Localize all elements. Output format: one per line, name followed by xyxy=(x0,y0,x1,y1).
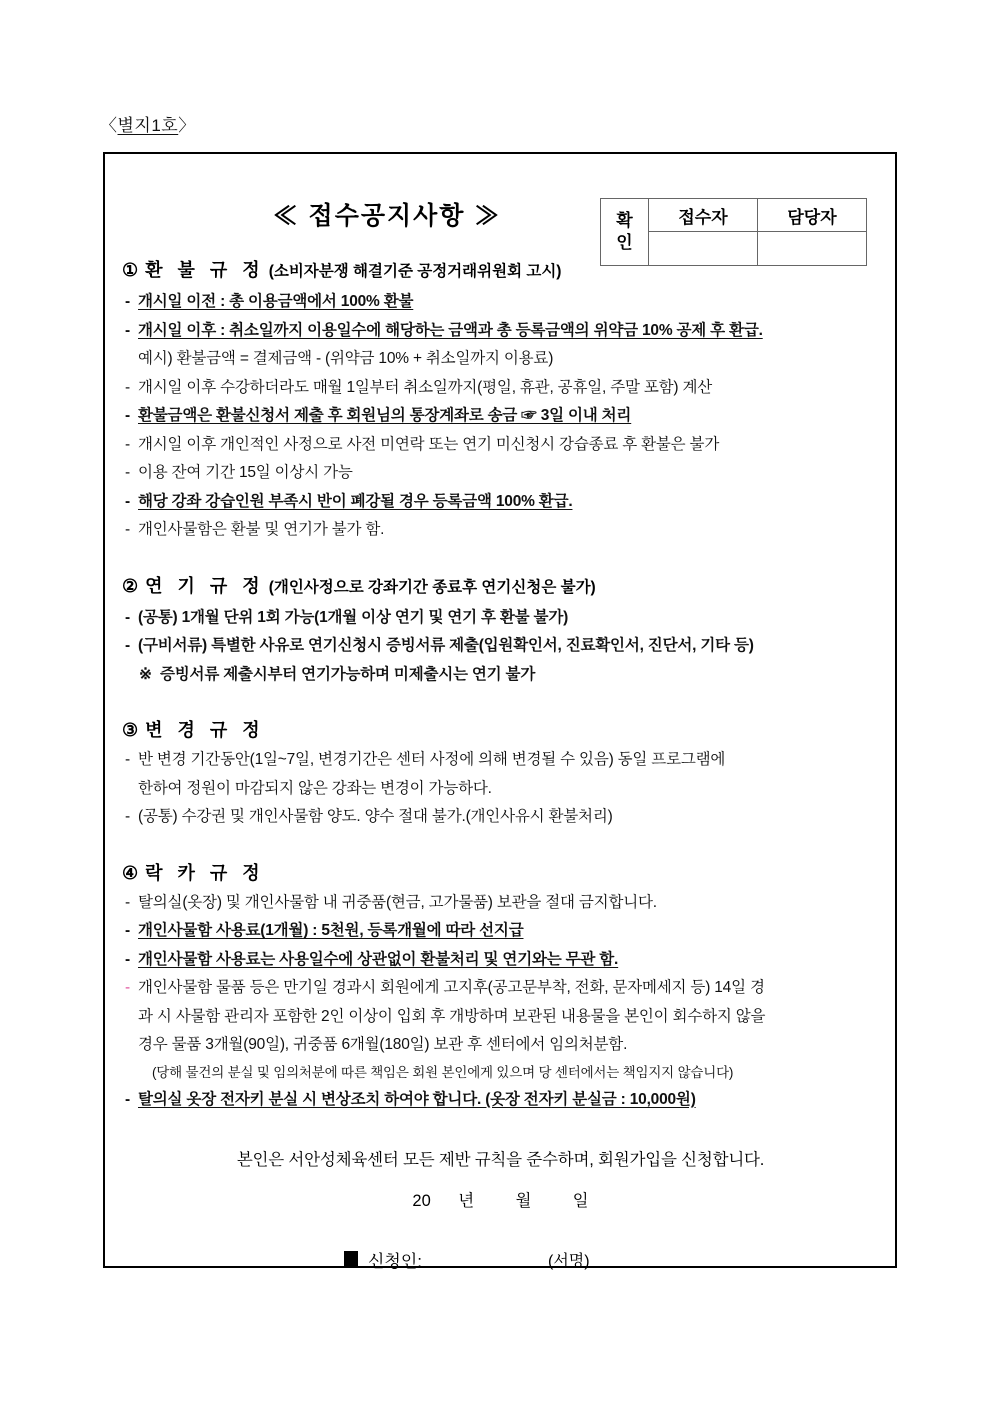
applicant-row xyxy=(344,1247,879,1272)
rule-item xyxy=(122,889,879,918)
item-marker: - xyxy=(125,751,131,768)
item-text: 개인사물함 물품 등은 만기일 경과시 회원에게 고지후(공고문부착, 전화, 문자메세지 등) 14일 경 xyxy=(138,979,765,996)
item-text: 반 변경 기간동안(1일~7일, 변경기간은 센터 사정에 의해 변경될 수 있음) 동일 프로그램에 xyxy=(138,751,726,768)
item-text: 개시일 이후 : 취소일까지 이용일수에 해당하는 금액과 총 등록금액의 위약금 10% 공제 후 환급. xyxy=(138,321,763,339)
rule-item xyxy=(122,374,879,403)
section-items xyxy=(122,288,879,545)
manager-column-header: 담당자 xyxy=(758,199,867,232)
rule-item xyxy=(122,516,879,545)
item-text: 개인사물함 사용료는 사용일수에 상관없이 환불처리 및 연기와는 무관 함. xyxy=(138,950,619,968)
square-bullet-icon xyxy=(344,1251,358,1268)
rule-section xyxy=(122,716,879,832)
item-marker: - xyxy=(125,521,131,538)
rule-item xyxy=(122,632,879,661)
manager-signature-cell xyxy=(758,232,867,266)
section-header xyxy=(122,572,879,602)
item-marker: - xyxy=(125,407,131,424)
rule-item xyxy=(122,604,879,633)
rule-item xyxy=(122,946,879,975)
item-marker xyxy=(122,775,138,804)
pledge-statement: 본인은 서안성체육센터 모든 제반 규칙을 준수하며, 회원가입을 신청합니다. xyxy=(236,1151,765,1169)
item-marker: - xyxy=(125,492,131,510)
rule-item xyxy=(122,1086,879,1115)
item-text: 개시일 이후 수강하더라도 매월 1일부터 취소일까지(평일, 휴관, 공휴일, 주말 포함) 계산 xyxy=(138,378,713,396)
attachment-tag-open: 〈 xyxy=(100,116,118,135)
item-marker xyxy=(136,1060,152,1086)
item-marker: - xyxy=(125,922,131,939)
receiver-signature-cell xyxy=(649,232,758,266)
item-text: 예시) 환불금액 = 결제금액 - (위약금 10% + 취소일까지 이용료) xyxy=(138,350,554,367)
section-number: ③ xyxy=(122,720,139,740)
section-number: ② xyxy=(122,575,139,596)
item-text: 환불금액은 환불신청서 제출 후 회원님의 통장계좌로 송금 ☞ 3일 이내 처리 xyxy=(138,407,632,424)
rule-item xyxy=(122,488,879,517)
item-text: (구비서류) 특별한 사유로 연기신청시 증빙서류 제출(입원확인서, 진료확인서, 진단서, 기타 등) xyxy=(138,637,754,654)
item-marker: - xyxy=(125,893,131,911)
page-title: ≪ 접수공지사항 ≫ xyxy=(272,202,502,230)
attachment-tag-close: 〉 xyxy=(178,116,196,135)
section-header xyxy=(122,859,879,887)
section-items xyxy=(122,889,879,1115)
item-text: 과 시 사물함 관리자 포함한 2인 이상이 입회 후 개방하며 보관된 내용물을 본인이 회수하지 않을 xyxy=(138,1007,766,1025)
section-title: 환 불 규 정 xyxy=(145,260,265,280)
item-marker: - xyxy=(125,608,131,626)
rule-item xyxy=(122,1060,879,1086)
rule-item xyxy=(122,803,879,832)
item-marker: - xyxy=(125,979,131,996)
rule-section xyxy=(122,256,879,545)
section-title: 변 경 규 정 xyxy=(145,720,265,740)
rule-item xyxy=(122,775,879,804)
rule-item xyxy=(122,746,879,775)
notice-box xyxy=(103,152,897,1271)
item-text: (공통) 수강권 및 개인사물함 양도. 양수 절대 불가.(개인사유시 환불처리) xyxy=(138,808,613,825)
sections xyxy=(122,256,879,1114)
section-items xyxy=(122,604,879,690)
item-text: (공통) 1개월 단위 1회 가능(1개월 이상 연기 및 연기 후 환불 불가) xyxy=(138,608,569,626)
footer xyxy=(122,1146,879,1272)
rule-section xyxy=(122,859,879,1115)
item-marker xyxy=(122,345,138,374)
rule-item xyxy=(122,1031,879,1060)
item-marker: - xyxy=(125,293,131,310)
item-marker: - xyxy=(125,808,131,825)
section-header xyxy=(122,716,879,744)
rule-item xyxy=(122,917,879,946)
section-note: (소비자분쟁 해결기준 공정거래위원회 고시) xyxy=(268,263,562,280)
item-text: (당해 물건의 분실 및 임의처분에 따른 책임은 회원 본인에게 있으며 당 센터에서는 책임지지 않습니다) xyxy=(152,1064,734,1080)
receiver-column-header: 접수자 xyxy=(649,199,758,232)
item-marker: - xyxy=(125,1090,131,1108)
signature-label: (서명) xyxy=(548,1253,590,1270)
section-title: 락 카 규 정 xyxy=(145,862,265,883)
rule-item xyxy=(122,345,879,374)
section-title: 연 기 규 정 xyxy=(145,575,265,596)
item-text: 해당 강좌 강습인원 부족시 반이 폐강될 경우 등록금액 100% 환급. xyxy=(138,492,573,510)
item-marker: - xyxy=(125,464,131,481)
item-marker: - xyxy=(125,950,131,968)
item-text: 개인사물함 사용료(1개월) : 5천원, 등록개월에 따라 선지급 xyxy=(138,922,524,939)
item-text: 탈의실 옷장 전자키 분실 시 변상조치 하여야 합니다. (옷장 전자키 분실금 : 10,000원) xyxy=(138,1090,696,1108)
item-marker: - xyxy=(125,321,131,339)
section-number: ① xyxy=(122,260,139,280)
item-text: 개시일 이후 개인적인 사정으로 사전 미연락 또는 연기 미신청시 강습종료 후 환불은 불가 xyxy=(138,435,720,453)
rule-item xyxy=(122,317,879,346)
item-text: 개시일 이전 : 총 이용금액에서 100% 환불 xyxy=(138,293,414,310)
item-marker: ※ xyxy=(139,665,152,683)
item-marker: - xyxy=(125,637,131,654)
item-marker xyxy=(122,1031,138,1060)
rule-item xyxy=(122,459,879,488)
section-number: ④ xyxy=(122,862,139,883)
attachment-tag-text: 별지1호 xyxy=(117,116,179,135)
item-text: 개인사물함은 환불 및 연기가 불가 함. xyxy=(138,521,385,538)
rule-item xyxy=(122,402,879,431)
section-items xyxy=(122,746,879,832)
item-text: 탈의실(옷장) 및 개인사물함 내 귀중품(현금, 고가물품) 보관을 절대 금지합니다. xyxy=(138,893,657,911)
rule-section xyxy=(122,572,879,690)
date-line: 20 년 월 일 xyxy=(412,1192,589,1210)
rule-item xyxy=(122,431,879,460)
item-text: 증빙서류 제출시부터 연기가능하며 미제출시는 연기 불가 xyxy=(160,665,536,683)
section-note: (개인사정으로 강좌기간 종료후 연기신청은 불가) xyxy=(268,578,596,596)
item-marker: - xyxy=(125,378,131,396)
rule-item xyxy=(122,974,879,1003)
confirm-row-label: 확인 xyxy=(601,199,649,266)
confirmation-table xyxy=(600,198,867,266)
rule-item xyxy=(122,661,879,690)
item-text: 이용 잔여 기간 15일 이상시 가능 xyxy=(138,464,353,481)
item-marker xyxy=(122,1003,138,1032)
item-text: 한하여 정원이 마감되지 않은 강좌는 변경이 가능하다. xyxy=(138,779,492,797)
item-text: 경우 물품 3개월(90일), 귀중품 6개월(180일) 보관 후 센터에서 임의처분함. xyxy=(138,1036,628,1053)
attachment-tag xyxy=(100,111,196,136)
rule-item xyxy=(122,288,879,317)
item-marker: - xyxy=(125,435,131,453)
rule-item xyxy=(122,1003,879,1032)
applicant-label: 신청인: xyxy=(368,1252,422,1271)
